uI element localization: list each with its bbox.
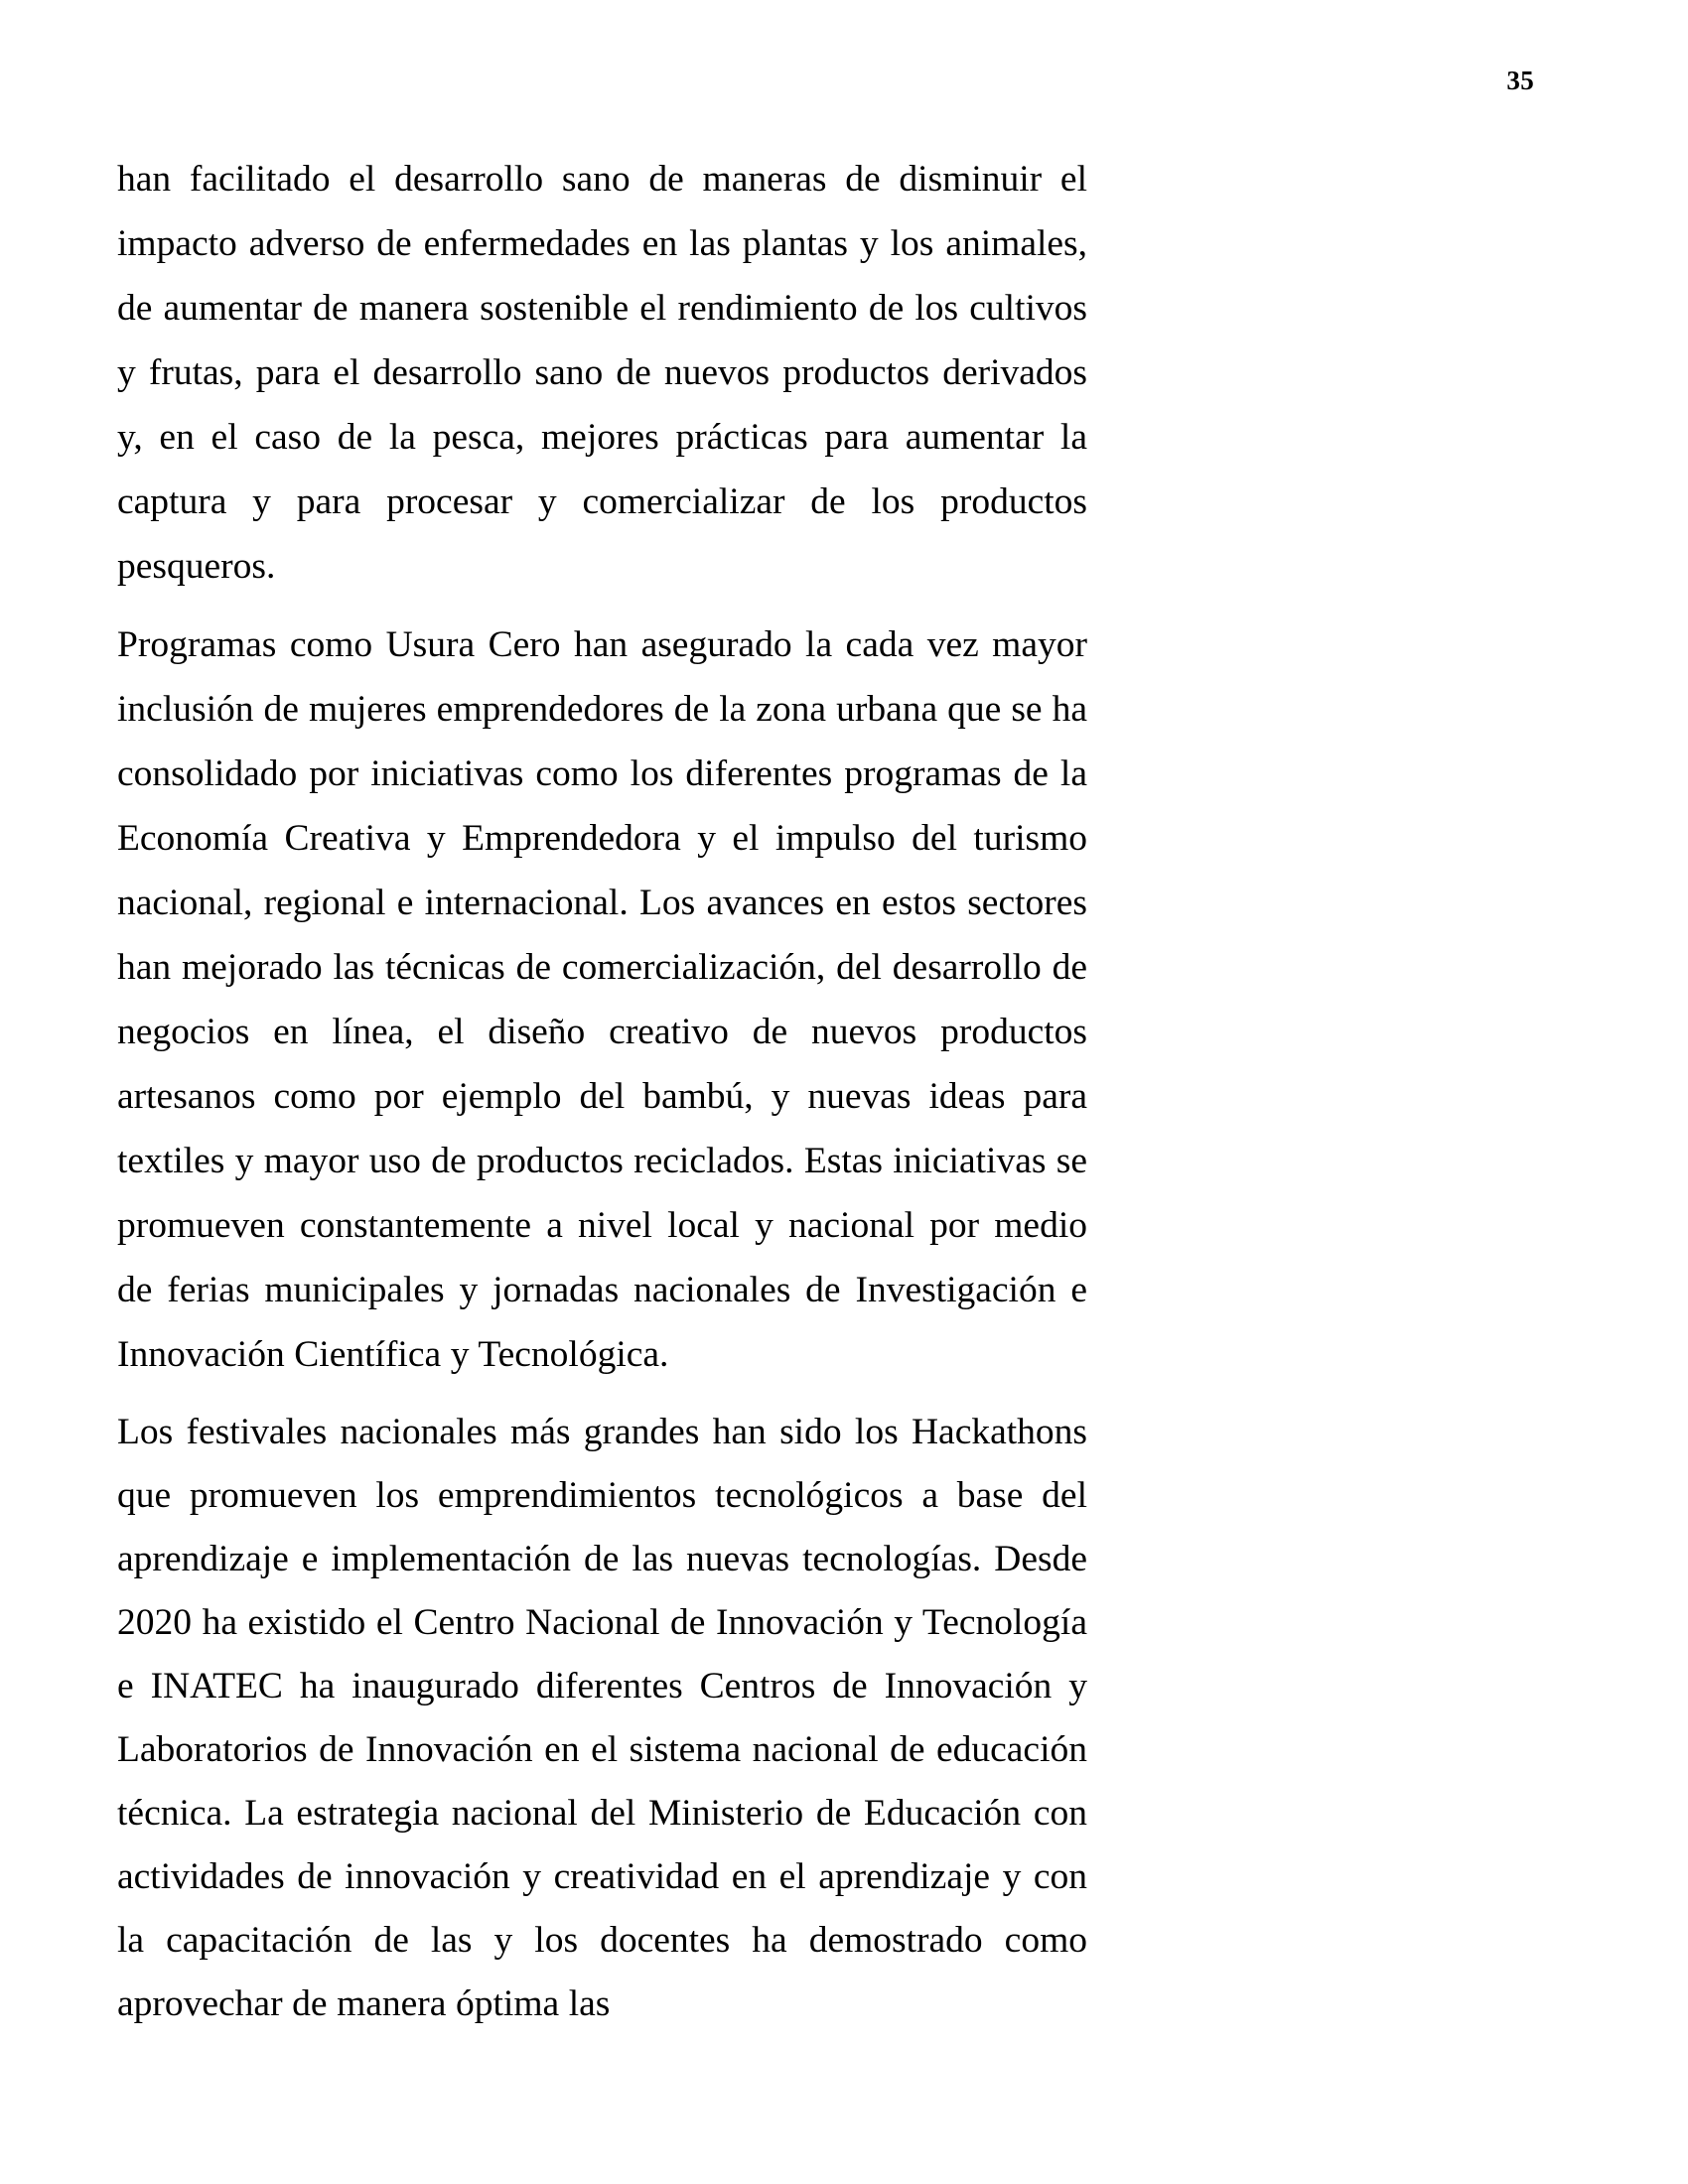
paragraph: han facilitado el desarrollo sano de maneras de disminuir el impacto adverso de enfermedades en las plantas y los animales, de aumentar de manera sostenible el rendimiento de los cultivos y frutas, para el desarrollo sano de nuevos productos derivados y, en el caso de la pesca, mejores prácticas para aumentar la captura y para procesar y comercializar de los productos pesqueros. (117, 159, 1087, 587)
body-text-column (117, 147, 1087, 2036)
paragraph: Los festivales nacionales más grandes han sido los Hackathons que promueven los emprendimientos tecnológicos a base del aprendizaje e implementación de las nuevas tecnologías. Desde 2020 ha existido el Centro Nacional de Innovación y Tecnología e INATEC ha inaugurado diferentes Centros de Innovación y Laboratorios de Innovación en el sistema nacional de educación técnica. La estrategia nacional del Ministerio de Educación con actividades de innovación y creatividad en el aprendizaje y con la capacitación de las y los docentes ha demostrado como aprovechar de manera óptima las (117, 1412, 1087, 2024)
paragraph: Programas como Usura Cero han asegurado la cada vez mayor inclusión de mujeres emprendedores de la zona urbana que se ha consolidado por iniciativas como los diferentes programas de la Economía Creativa y Emprendedora y el impulso del turismo nacional, regional e internacional. Los avances en estos sectores han mejorado las técnicas de comercialización, del desarrollo de negocios en línea, el diseño creativo de nuevos productos artesanos como por ejemplo del bambú, y nuevas ideas para textiles y mayor uso de productos reciclados. Estas iniciativas se promueven constantemente a nivel local y nacional por medio de ferias municipales y jornadas nacionales de Investigación e Innovación Científica y Tecnológica. (117, 624, 1087, 1375)
page-number: 35 (1506, 66, 1534, 95)
